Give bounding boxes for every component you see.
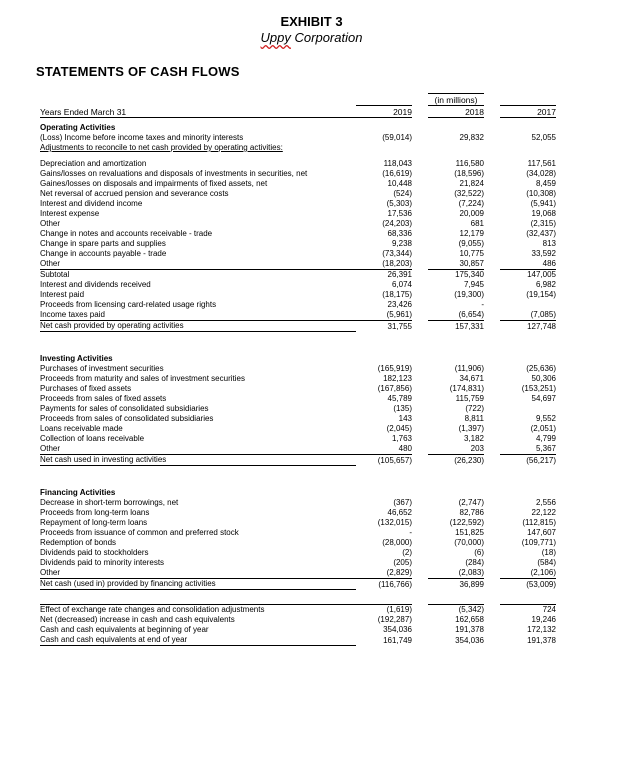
line-item-label: Dividends paid to minority interests <box>40 558 165 567</box>
value-cell: (167,856) <box>377 384 412 393</box>
summary-row <box>40 625 556 635</box>
line-item-row <box>40 219 556 229</box>
value-cell: (10,308) <box>526 189 556 198</box>
value-cell: 6,074 <box>391 280 412 289</box>
value-cell <box>428 123 484 133</box>
line-item-row <box>40 404 556 414</box>
section-total-row <box>40 455 556 466</box>
value-cell: 10,775 <box>459 249 484 258</box>
line-item-row <box>40 280 556 290</box>
value-cell: 5,367 <box>500 444 556 455</box>
value-cell: (26,230) <box>454 455 484 465</box>
line-item-label: Proceeds from issuance of common and preferred stock <box>40 528 239 537</box>
line-item-row <box>40 508 556 518</box>
value-cell <box>428 354 484 364</box>
line-item-label: Interest paid <box>40 290 85 299</box>
value-cell: (584) <box>537 558 556 567</box>
value-cell: (19,154) <box>526 290 556 299</box>
value-cell: 724 <box>500 605 556 616</box>
value-cell: 21,824 <box>459 179 484 188</box>
value-cell: 50,306 <box>531 374 556 383</box>
value-cell: 4,799 <box>535 434 556 443</box>
value-cell: 46,652 <box>387 508 412 517</box>
line-item-label: Gains/losses on revaluations and disposals of investments in securities, net <box>40 169 308 178</box>
value-cell: (135) <box>393 404 412 413</box>
line-item-row <box>40 239 556 249</box>
section-total-label: Net cash used in investing activities <box>40 455 356 466</box>
value-cell: (5,342) <box>428 605 484 616</box>
units-label: (in millions) <box>428 94 484 106</box>
value-cell <box>500 123 556 133</box>
line-item-row <box>40 444 556 455</box>
line-item-label: Subtotal <box>40 270 70 279</box>
section-total-row <box>40 579 556 590</box>
line-item-label: Change in spare parts and supplies <box>40 239 166 248</box>
line-item-row <box>40 364 556 374</box>
value-cell: 2,556 <box>535 498 556 507</box>
line-item-row <box>40 434 556 444</box>
company-name-main: Uppy <box>260 30 291 45</box>
value-cell: 54,697 <box>531 394 556 403</box>
value-cell: 354,036 <box>455 635 484 645</box>
value-cell: (24,203) <box>382 219 412 228</box>
value-cell <box>356 354 412 364</box>
line-item-row <box>40 414 556 424</box>
value-cell: (59,014) <box>382 133 412 142</box>
value-cell: (5,961) <box>356 310 412 321</box>
line-item-row <box>40 310 556 321</box>
value-cell: (524) <box>393 189 412 198</box>
value-cell: (116,766) <box>378 579 412 589</box>
value-cell: (2,829) <box>356 568 412 579</box>
section-total-label: Net cash provided by operating activities <box>40 321 356 332</box>
line-item-label: Proceeds from maturity and sales of investment securities <box>40 374 245 383</box>
value-cell: 17,536 <box>387 209 412 218</box>
value-cell: 151,825 <box>455 528 484 537</box>
value-cell: (18,203) <box>356 259 412 270</box>
section-title-row <box>40 488 556 498</box>
line-item-row <box>40 558 556 568</box>
line-item-label: Decrease in short-term borrowings, net <box>40 498 179 507</box>
value-cell: (53,009) <box>526 579 556 589</box>
value-cell: 52,055 <box>531 133 556 142</box>
summary-row <box>40 615 556 625</box>
line-item-label: Other <box>40 219 61 228</box>
value-cell: (5,303) <box>386 199 412 208</box>
line-item-label: Adjustments to reconcile to net cash provided by operating activities: <box>40 143 283 152</box>
value-cell: (25,636) <box>526 364 556 373</box>
value-cell: 1,763 <box>391 434 412 443</box>
value-cell: (2,106) <box>500 568 556 579</box>
line-item-row <box>40 249 556 259</box>
section-title: Financing Activities <box>40 488 116 497</box>
value-cell: 19,246 <box>531 615 556 624</box>
line-item-label: Depreciation and amortization <box>40 159 147 168</box>
value-cell: (7,224) <box>458 199 484 208</box>
line-item-label: Net reversal of accrued pension and severance costs <box>40 189 229 198</box>
value-cell: (18,175) <box>382 290 412 299</box>
line-item-label: (Loss) Income before income taxes and minority interests <box>40 133 244 142</box>
line-item-label: Cash and cash equivalents at end of year <box>40 635 356 646</box>
value-cell: 36,899 <box>459 579 484 589</box>
line-item-row <box>40 143 556 153</box>
company-name-suffix: Corporation <box>290 30 363 45</box>
value-cell: (9,055) <box>458 239 484 248</box>
value-cell: (165,919) <box>377 364 412 373</box>
line-item-row <box>40 229 556 239</box>
line-item-label: Cash and cash equivalents at beginning of year <box>40 625 209 634</box>
value-cell: 34,671 <box>459 374 484 383</box>
line-item-row <box>40 199 556 209</box>
line-item-label: Payments for sales of consolidated subsidiaries <box>40 404 209 413</box>
value-cell: (205) <box>393 558 412 567</box>
year-header: 2017 <box>500 106 556 118</box>
value-cell: (18,596) <box>454 169 484 178</box>
year-header: 2019 <box>356 106 412 118</box>
value-cell: (2,051) <box>530 424 556 433</box>
line-item-row <box>40 528 556 538</box>
value-cell: 26,391 <box>387 270 412 279</box>
value-cell: 191,378 <box>455 625 484 634</box>
exhibit-header <box>0 14 623 46</box>
company-name <box>0 30 623 46</box>
line-item-label: Effect of exchange rate changes and consolidation adjustments <box>40 605 356 616</box>
line-item-label: Purchases of fixed assets <box>40 384 132 393</box>
value-cell: 9,552 <box>535 414 556 423</box>
value-cell: 22,122 <box>531 508 556 517</box>
line-item-label: Redemption of bonds <box>40 538 117 547</box>
value-cell: (2) <box>402 548 412 557</box>
value-cell: 191,378 <box>527 635 556 645</box>
line-item-label: Dividends paid to stockholders <box>40 548 149 557</box>
value-cell: 147,005 <box>527 270 556 279</box>
value-cell: (11,906) <box>454 364 484 373</box>
line-item-label: Change in notes and accounts receivable - trade <box>40 229 213 238</box>
section-title-row <box>40 354 556 364</box>
value-cell: (132,015) <box>377 518 412 527</box>
value-cell: 10,448 <box>387 179 412 188</box>
value-cell <box>356 143 412 153</box>
value-cell: (2,045) <box>386 424 412 433</box>
summary-row <box>40 635 556 646</box>
line-item-label: Loans receivable made <box>40 424 123 433</box>
value-cell: 486 <box>500 259 556 270</box>
value-cell: (18) <box>541 548 556 557</box>
line-item-label: Other <box>40 259 356 270</box>
line-item-row <box>40 548 556 558</box>
value-cell <box>500 404 556 414</box>
line-item-label: Interest and dividends received <box>40 280 151 289</box>
year-header: 2018 <box>428 106 484 118</box>
line-item-label: Proceeds from licensing card-related usage rights <box>40 300 217 309</box>
exhibit-number: EXHIBIT 3 <box>280 14 343 29</box>
value-cell: 118,043 <box>383 159 412 168</box>
line-item-label: Collection of loans receivable <box>40 434 145 443</box>
value-cell: 127,748 <box>527 321 556 331</box>
value-cell: (6) <box>474 548 484 557</box>
line-item-label: Proceeds from sales of fixed assets <box>40 394 167 403</box>
section-total-label: Net cash (used in) provided by financing activities <box>40 579 356 590</box>
line-item-label: Repayment of long-term loans <box>40 518 148 527</box>
value-cell: (16,619) <box>382 169 412 178</box>
line-item-label: Income taxes paid <box>40 310 356 321</box>
value-cell: (7,085) <box>500 310 556 321</box>
line-item-row <box>40 394 556 404</box>
value-cell: (34,028) <box>526 169 556 178</box>
line-item-label: Interest expense <box>40 209 100 218</box>
value-cell: 115,759 <box>455 394 484 403</box>
line-item-row <box>40 300 556 310</box>
line-item-row <box>40 384 556 394</box>
line-item-row <box>40 259 556 270</box>
line-item-label: Proceeds from long-term loans <box>40 508 150 517</box>
header-row <box>40 106 556 118</box>
value-cell: 203 <box>428 444 484 455</box>
line-item-label: Other <box>40 444 356 455</box>
value-cell: (153,251) <box>521 384 556 393</box>
line-item-row <box>40 133 556 143</box>
value-cell: 143 <box>398 414 412 423</box>
line-item-label: Interest and dividend income <box>40 199 143 208</box>
value-cell: (28,000) <box>382 538 412 547</box>
value-cell: (2,083) <box>428 568 484 579</box>
value-cell: 8,811 <box>464 414 484 423</box>
value-cell <box>428 488 484 498</box>
section-title-row <box>40 123 556 133</box>
value-cell: 29,832 <box>459 133 484 142</box>
line-item-row <box>40 290 556 300</box>
section-title: Operating Activities <box>40 123 116 132</box>
value-cell: (109,771) <box>521 538 556 547</box>
line-item-row <box>40 374 556 384</box>
units-row <box>40 94 556 106</box>
value-cell: 162,658 <box>455 615 484 624</box>
value-cell: (6,654) <box>428 310 484 321</box>
value-cell: 116,580 <box>455 159 484 168</box>
spacer-row <box>40 332 556 355</box>
value-cell: (2,747) <box>458 498 484 507</box>
value-cell: (73,344) <box>382 249 412 258</box>
value-cell: (1,619) <box>356 605 412 616</box>
value-cell: (5,941) <box>530 199 556 208</box>
value-cell: 31,755 <box>387 321 412 331</box>
line-item-label: Change in accounts payable - trade <box>40 249 167 258</box>
value-cell: (722) <box>465 404 484 413</box>
value-cell: 117,561 <box>527 159 556 168</box>
line-item-label: Other <box>40 568 356 579</box>
period-label: Years Ended March 31 <box>40 106 356 118</box>
value-cell: (367) <box>393 498 412 507</box>
cash-flow-table <box>40 93 556 646</box>
value-cell: 9,238 <box>391 239 412 248</box>
line-item-row <box>40 209 556 219</box>
value-cell <box>500 300 556 310</box>
value-cell <box>356 488 412 498</box>
value-cell: (32,522) <box>454 189 484 198</box>
line-item-row <box>40 189 556 199</box>
value-cell: (105,657) <box>377 455 412 465</box>
value-cell: (1,397) <box>458 424 484 433</box>
line-item-label: Proceeds from sales of consolidated subsidiaries <box>40 414 214 423</box>
value-cell: 68,336 <box>387 229 412 238</box>
value-cell: 681 <box>470 219 484 228</box>
line-item-label: Purchases of investment securities <box>40 364 164 373</box>
statement-title: STATEMENTS OF CASH FLOWS <box>36 64 240 79</box>
value-cell: (174,831) <box>449 384 484 393</box>
value-cell: 813 <box>542 239 556 248</box>
value-cell: (112,815) <box>522 518 556 527</box>
value-cell <box>500 143 556 153</box>
value-cell: 45,789 <box>387 394 412 403</box>
line-item-row <box>40 498 556 508</box>
line-item-row <box>40 153 556 169</box>
value-cell: 480 <box>356 444 412 455</box>
value-cell: (122,592) <box>449 518 484 527</box>
value-cell: 12,179 <box>459 229 484 238</box>
value-cell <box>500 488 556 498</box>
line-item-label: Gaines/losses on disposals and impairments of fixed assets, net <box>40 179 268 188</box>
value-cell: 157,331 <box>455 321 484 331</box>
line-item-row <box>40 270 556 281</box>
value-cell: 172,132 <box>527 625 556 634</box>
value-cell: 6,982 <box>535 280 556 289</box>
value-cell: 20,009 <box>459 209 484 218</box>
value-cell: (32,437) <box>526 229 556 238</box>
value-cell: 175,340 <box>455 270 484 279</box>
value-cell: (56,217) <box>526 455 556 465</box>
value-cell: (2,315) <box>530 219 556 228</box>
section-title: Investing Activities <box>40 354 113 363</box>
value-cell: 82,786 <box>459 508 484 517</box>
value-cell: 23,426 <box>387 300 412 309</box>
value-cell: (192,287) <box>377 615 412 624</box>
value-cell <box>356 123 412 133</box>
value-cell <box>500 354 556 364</box>
value-cell: 354,036 <box>383 625 412 634</box>
spacer-row <box>40 590 556 605</box>
value-cell: (284) <box>465 558 484 567</box>
summary-row <box>40 605 556 616</box>
value-cell: 182,123 <box>383 374 412 383</box>
value-cell: 30,857 <box>428 259 484 270</box>
value-cell: 147,607 <box>527 528 556 537</box>
line-item-row <box>40 169 556 179</box>
value-cell: 161,749 <box>383 635 412 645</box>
line-item-label: Net (decreased) increase in cash and cash equivalents <box>40 615 235 624</box>
value-cell: - <box>481 300 484 309</box>
value-cell: 33,592 <box>531 249 556 258</box>
line-item-row <box>40 538 556 548</box>
line-item-row <box>40 424 556 434</box>
value-cell: (19,300) <box>454 290 484 299</box>
value-cell: 7,945 <box>463 280 484 289</box>
line-item-row <box>40 568 556 579</box>
value-cell: 8,459 <box>535 179 556 188</box>
section-total-row <box>40 321 556 332</box>
value-cell: - <box>409 528 412 537</box>
line-item-row <box>40 179 556 189</box>
value-cell <box>428 143 484 153</box>
line-item-row <box>40 518 556 528</box>
spacer-row <box>40 466 556 489</box>
value-cell: 19,068 <box>531 209 556 218</box>
value-cell: (70,000) <box>454 538 484 547</box>
value-cell: 3,182 <box>463 434 484 443</box>
